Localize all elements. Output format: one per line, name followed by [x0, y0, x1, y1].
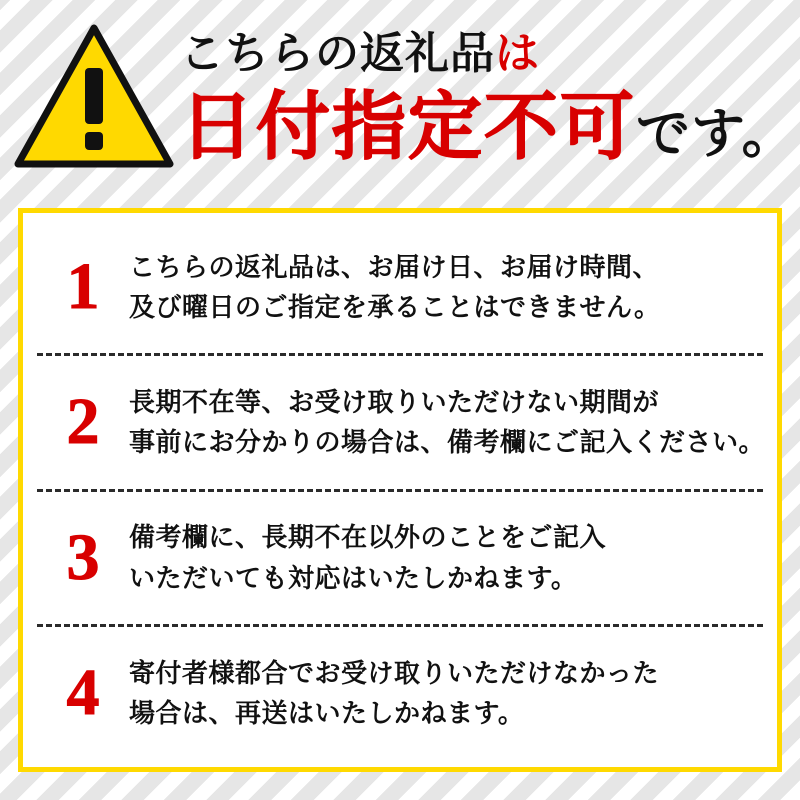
- note-line: 及び曜日のご指定を承ることはできません。: [129, 292, 661, 323]
- note-line: いただいても対応はいたしかねます。: [129, 562, 578, 593]
- header-line-1-prefix: こちらの返礼品: [180, 28, 495, 78]
- notes-panel: [18, 208, 782, 772]
- note-line: 事前にお分かりの場合は、備考欄にご記入ください。: [129, 427, 766, 458]
- poster-header: [0, 0, 800, 200]
- header-line-2-tail: です。: [636, 104, 797, 165]
- note-number-1: 1: [66, 250, 100, 324]
- note-text-4: [129, 653, 763, 734]
- note-line: こちらの返礼品は、お届け日、お届け時間、: [129, 251, 660, 282]
- note-line: 備考欄に、長期不在以外のことをご記入: [129, 522, 607, 553]
- note-item-3: [37, 489, 763, 624]
- note-number-4: 4: [66, 655, 100, 729]
- note-item-2: [37, 353, 766, 488]
- header-line-2: [180, 85, 800, 169]
- note-line: 長期不在等、お受け取りいただけない期間が: [129, 387, 660, 418]
- header-line-2-main: 日付指定不可: [180, 85, 636, 169]
- note-number-3: 3: [66, 520, 100, 594]
- note-item-4: [37, 624, 763, 759]
- note-line: 場合は、再送はいたしかねます。: [129, 697, 525, 728]
- note-item-1: [37, 221, 763, 353]
- note-text-2: [129, 382, 765, 463]
- note-text-3: [129, 517, 763, 598]
- header-line-1: [180, 30, 800, 78]
- note-line: 寄付者様都合でお受け取りいただけなかった: [129, 657, 660, 688]
- note-text-1: [129, 247, 763, 328]
- note-number-2: 2: [66, 385, 100, 459]
- header-line-1-suffix: は: [495, 28, 540, 78]
- header-text-block: [174, 28, 800, 169]
- warning-triangle-icon: [14, 22, 174, 172]
